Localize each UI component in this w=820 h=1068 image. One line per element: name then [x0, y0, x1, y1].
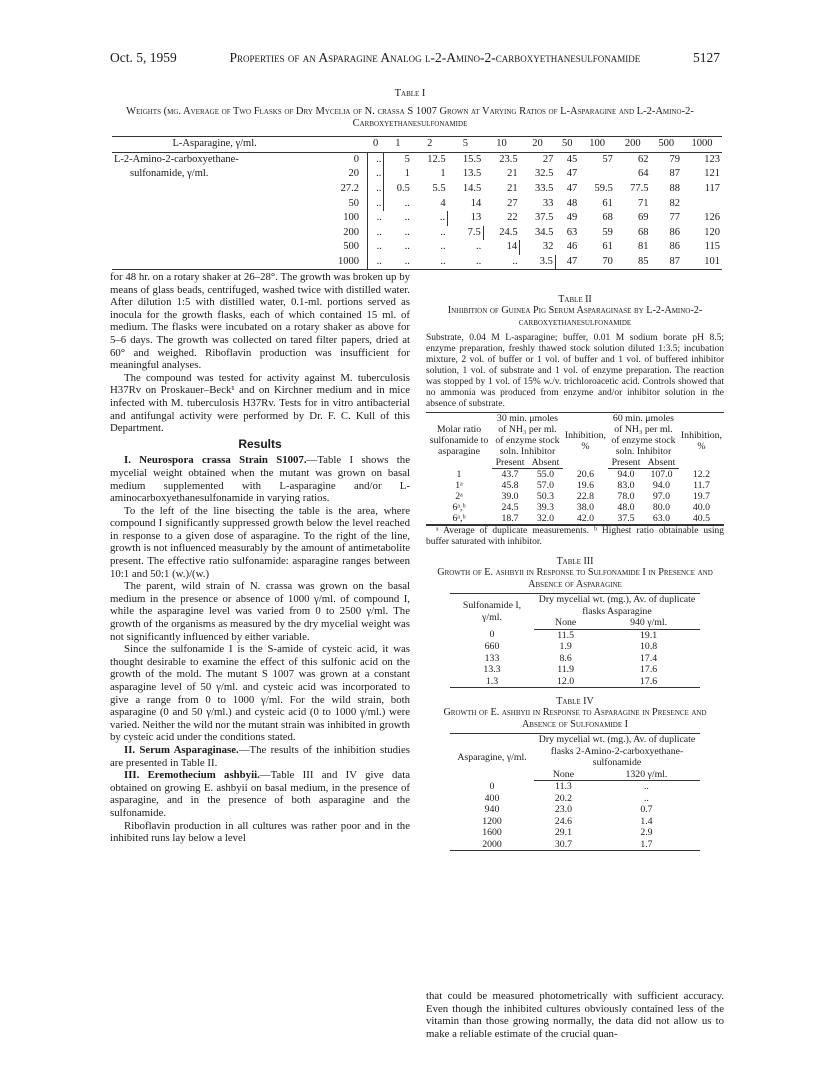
table1-cell: 48 — [566, 197, 578, 209]
header-title: Properties of an Asparagine Analog l-2-Amino-2-carboxyethanesulfonamide — [229, 50, 641, 65]
table1-sulfonamide-level: 500 — [343, 241, 359, 253]
table1-row-label — [112, 196, 317, 211]
table2-cell: 37.5 — [608, 513, 644, 525]
table1-cell: .. — [384, 255, 412, 270]
table2-cell: 39.0 — [501, 491, 519, 502]
table2-cell: 22.8 — [576, 491, 595, 502]
table2-row — [426, 469, 724, 481]
table3-row — [450, 629, 700, 641]
table1-cell: 57 — [602, 153, 613, 165]
table3-cell: 0 — [489, 629, 495, 641]
table2-cell: 12.2 — [692, 468, 711, 480]
table1-cell: 62 — [638, 153, 649, 165]
table1-cell: 69 — [638, 212, 649, 224]
table2-row — [426, 480, 724, 491]
table2-cell: 107.0 — [650, 469, 673, 480]
table4-cell: 2.9 — [640, 827, 653, 838]
table1-row-label — [112, 255, 317, 270]
table1-cell: 1 — [440, 168, 446, 180]
table3-cell: 19.1 — [640, 629, 658, 641]
table1-cell: 68 — [602, 212, 613, 224]
table1-cell: .. — [475, 241, 482, 253]
table2-description: Substrate, 0.04 M L-asparagine; buffer, 0.01 M sodium borate pH 8.5; enzyme preparation, freshly thawed stock solution diluted 1:3.5; incubation mixture, 2 vol. of buffer or 1 vol. of buffer and 1 vol. of buffered inhibitor solution, 1 vol. of substrate and 1 vol. of enzyme preparation. The reaction was stopped by 1 vol. of 15% w./v. trichloroacetic acid. Controls showed that no ammonia was produced from enzyme and/or inhibitor solution in the absence of substrate. — [426, 333, 724, 409]
table1 — [112, 136, 722, 270]
methods-paragraph: for 48 hr. on a rotary shaker at 26–28°. The growth was broken up by means of glass beads, centrifuged, washed twice with distilled water. After dilution 1:5 with distilled water, 0.1-ml. portions served as inocula for the growth flasks, each of which contained 15 ml. of medium. The flasks were incubated on a rotary shaker as above for 5–6 days. The growth was collected on tared filter papers, dried at 60° and weighed. Riboflavin production was insufficient for meaningful analyses. — [110, 271, 410, 372]
table1-col-header: 0 — [367, 137, 383, 153]
table1-cell: 21 — [507, 183, 518, 195]
table1-col-header: 20 — [520, 137, 556, 153]
table4-cell: 29.1 — [554, 827, 573, 838]
table1-sulfonamide-level: 200 — [343, 226, 359, 238]
header-page-number: 5127 — [692, 50, 720, 65]
table1-cell: 59.5 — [594, 183, 613, 195]
table2-cell: 24.5 — [501, 502, 519, 513]
table1-cell: .. — [412, 255, 448, 270]
table2 — [426, 412, 724, 525]
table4-cell: 11.3 — [555, 781, 572, 792]
table1-col-header: 500 — [651, 137, 682, 153]
table1-col-header: 50 — [555, 137, 579, 153]
table1-cell: .. — [483, 255, 519, 270]
table3-cell: 13.3 — [483, 664, 501, 675]
table1-cell: 82 — [669, 197, 681, 209]
table1-row-label — [112, 226, 317, 241]
table1-cell: .. — [367, 167, 383, 182]
table4-row — [450, 804, 700, 816]
section2-paragraph — [110, 744, 410, 769]
table1-cell: 68 — [638, 226, 649, 238]
table1-cell: 70 — [579, 255, 615, 270]
table1-row — [112, 196, 722, 211]
table4-cell: 0 — [489, 780, 495, 792]
table3-row — [450, 641, 700, 653]
table2-absent-header: Absent — [528, 457, 563, 469]
table1-cell: 85 — [615, 255, 651, 270]
table1-cell: 14 — [506, 241, 518, 253]
table1-cell: 81 — [638, 241, 649, 253]
table3-cell: 1.9 — [559, 641, 572, 652]
table1-sulfonamide-level: 100 — [343, 212, 359, 224]
table1-row — [112, 255, 722, 270]
table4-cell: 400 — [484, 792, 500, 804]
table2-cell: 6ᵃ,ᵇ — [426, 513, 492, 525]
table4-caption: Growth of E. ashbyii in Response to Asparagine in Presence and Absence of Sulfonamide I — [443, 707, 707, 730]
table2-cell: 18.7 — [492, 513, 528, 525]
table1-cell: 61 — [602, 241, 613, 253]
results-heading: Results — [238, 436, 282, 451]
table2-cell: 32.0 — [528, 513, 563, 525]
table1-cell: 117 — [704, 183, 720, 195]
table1-col-header: 200 — [615, 137, 651, 153]
table1-cell: 7.5 — [467, 226, 481, 238]
table4-1320-header: 1320 γ/ml. — [593, 769, 700, 781]
table1-row-label — [112, 182, 317, 197]
table1-cell: 47 — [566, 168, 578, 180]
table1-cell: 79 — [669, 153, 681, 165]
table1-cell: 86 — [669, 241, 681, 253]
table1-cell: 22 — [507, 212, 518, 224]
table1-row-label — [112, 240, 317, 255]
table1-cell — [682, 196, 722, 211]
table1-cell: .. — [367, 182, 383, 197]
table4-cell: .. — [643, 792, 649, 804]
table1-cell: 49 — [566, 212, 578, 224]
table1-cell: .. — [367, 226, 383, 241]
table2-present-header: Present — [608, 457, 644, 469]
table2-absent-header: Absent — [644, 457, 679, 469]
table1-cell: 27 — [542, 153, 554, 165]
table1-col-header: 5 — [448, 137, 484, 153]
table1-row — [112, 152, 722, 167]
right-column — [426, 294, 724, 851]
table2-footnote: ᵃ Average of duplicate measurements. ᵇ Highest ratio obtainable using buffer saturated with inhibitor. — [426, 526, 724, 547]
table4-asparagine-header: Asparagine, γ/ml. — [450, 734, 534, 781]
table2-present-header: Present — [492, 457, 528, 469]
testing-paragraph: The compound was tested for activity against M. tuberculosis H37Rv on Proskauer–Beck¹ and on Kirchner medium and in mice infected with M. tuberculosis H37Rv. Tests for in vitro antibacterial and antifungal activity were performed by Dr. F. C. Kull of this Department. — [110, 371, 410, 435]
table2-cell: 55.0 — [536, 469, 555, 480]
cysteic-acid-paragraph: Since the sulfonamide I is the S-amide of cysteic acid, it was thought desirable to examine the effect of this sulfonic acid on the growth of the mold. The mutant S 1007 was grown at a constant asparagine level of 50 γ/ml. and cysteic acid was incorporated to give a range from 0 to 1000 γ/ml. For the wild strain, both asparagine (0 and 50 γ/ml.) and cysteic acid (0 to 1000 γ/ml.) were varied. Neither the wild nor the mutant strain was inhibited in growth by cysteic acid under the conditions stated. — [110, 643, 410, 744]
table1-sulfonamide-level: 0 — [353, 153, 359, 165]
table1-cell: 12.5 — [427, 153, 446, 165]
table1-cell: 1 — [384, 167, 412, 182]
table4-title: Table IV — [556, 696, 594, 707]
section1-title: I. Neurospora crassa Strain S1007. — [124, 454, 307, 467]
table2-inhibition-header: Inhibition, % — [563, 413, 608, 469]
table2-30min-header: 30 min. μmoles of NH₃ per ml. of enzyme stock soln. Inhibitor — [492, 413, 563, 458]
table2-cell: 19.7 — [692, 491, 711, 502]
table4-row — [450, 793, 700, 805]
table1-cell: 32 — [520, 240, 556, 255]
table1-sulfonamide-level: 50 — [348, 197, 359, 209]
table2-cell: 6ᵃ,ᵇ — [452, 502, 466, 513]
table1-cell: 71 — [638, 197, 649, 209]
table3-cell: 1.3 — [450, 676, 534, 688]
table2-row — [426, 502, 724, 513]
riboflavin-paragraph: Riboflavin production in all cultures was rather poor and in the inhibited runs lay below a level — [110, 819, 410, 845]
table1-sulfonamide-level: 20 — [348, 168, 359, 180]
table3 — [450, 593, 700, 688]
section2-text: —The results of the inhibition studies are presented in Table II. — [110, 743, 410, 769]
table4 — [450, 733, 700, 851]
table4-cell: 1.7 — [593, 839, 700, 851]
table4-cell: .. — [643, 781, 649, 792]
table1-cell: 63 — [566, 226, 578, 238]
table2-cell: 94.0 — [652, 480, 671, 491]
table1-row — [112, 226, 722, 241]
table2-cell: 40.0 — [692, 502, 711, 513]
table1-cell: 87 — [651, 255, 682, 270]
table1-cell: 45 — [566, 153, 578, 165]
table1-col-header: 1 — [384, 137, 412, 153]
table1-cell: 88 — [669, 183, 681, 195]
table2-cell: 39.3 — [536, 502, 555, 513]
table1-cell: 5.5 — [432, 183, 446, 195]
table1-cell: 47 — [566, 183, 578, 195]
table1-cell: 5 — [384, 152, 412, 167]
table1-cell: .. — [404, 212, 410, 224]
table1-cell: 120 — [704, 226, 720, 238]
table3-cell: 660 — [484, 641, 500, 652]
table1-cell: 3.5 — [520, 255, 556, 270]
header-date: Oct. 5, 1959 — [110, 50, 177, 65]
table1-cell: 33 — [542, 197, 554, 209]
table1-cell: .. — [367, 152, 383, 167]
table3-940-header: 940 γ/ml. — [597, 617, 700, 629]
table2-row — [426, 513, 724, 525]
table2-cell: 20.6 — [576, 468, 595, 480]
table4-row — [450, 827, 700, 839]
table3-cell: 11.5 — [557, 629, 574, 641]
table1-cell: 86 — [669, 226, 681, 238]
table1-asparagine-label: L-Asparagine, γ/ml. — [112, 137, 317, 153]
table1-col-header: 2 — [412, 137, 448, 153]
table4-cell: 0.7 — [640, 804, 653, 815]
table2-title: Table II — [558, 294, 592, 305]
table1-col-header: 10 — [483, 137, 519, 153]
table4-cell: 1.4 — [640, 815, 653, 827]
table3-cell: 17.4 — [640, 652, 658, 664]
table1-cell: 77 — [669, 212, 681, 224]
table1-cell: 46 — [566, 241, 578, 253]
table1-sulfonamide-level: 1000 — [317, 255, 367, 270]
table1-cell: .. — [384, 196, 412, 211]
table1-col-header: 1000 — [682, 137, 722, 153]
table1-cell: 77.5 — [630, 183, 649, 195]
table1-sulfonamide-level: 27.2 — [340, 183, 359, 195]
table1-cell: 61 — [602, 197, 613, 209]
table1-row — [112, 240, 722, 255]
table1-cell: .. — [404, 241, 410, 253]
table1-row — [112, 167, 722, 182]
table2-cell: 38.0 — [576, 502, 595, 513]
table1-cell: 34.5 — [534, 226, 554, 238]
table1-cell: 0.5 — [384, 182, 412, 197]
section3-paragraph — [110, 769, 410, 819]
table2-row — [426, 491, 724, 502]
table1-cell: .. — [439, 212, 446, 224]
table1-cell: 59 — [602, 226, 613, 238]
table1-cell: 37.5 — [534, 212, 554, 224]
section3-text: —Table III and IV give data obtained on growing E. ashbyii on basal medium, in the presence of asparagine, and in the presence of both asparagine and the sulfonamide. — [110, 769, 410, 819]
table1-row — [112, 211, 722, 226]
table1-cell: .. — [367, 196, 383, 211]
table1-cell: 15.5 — [462, 153, 482, 165]
table2-cell: 11.7 — [693, 480, 710, 491]
table2-cell: 42.0 — [563, 513, 608, 525]
table3-cell: 10.8 — [640, 641, 658, 652]
table2-cell: 83.0 — [617, 480, 635, 491]
table3-caption: Growth of E. ashbyii in Response to Sulfonamide I in Presence and Absence of Asparagine — [437, 567, 713, 590]
table1-cell: 121 — [704, 168, 720, 180]
table1-cell: 13.5 — [462, 168, 482, 180]
table4-cell: 30.7 — [534, 839, 593, 851]
table1-cell: .. — [367, 255, 383, 270]
table1-cell: .. — [404, 226, 410, 238]
table1-cell: 21 — [507, 168, 518, 180]
table4-cell: 1200 — [482, 815, 502, 827]
table1-title: Table I — [394, 88, 426, 99]
table2-cell: 78.0 — [617, 491, 635, 502]
table1-cell: .. — [440, 226, 446, 238]
section3-title: III. Eremothecium ashbyii. — [124, 769, 260, 782]
table1-cell: 23.5 — [499, 153, 518, 165]
table2-cell: 45.8 — [501, 480, 519, 491]
table3-cell: 133 — [484, 652, 500, 664]
table4-row — [450, 839, 700, 851]
table1-row — [112, 182, 722, 197]
table3-cell: 8.6 — [559, 652, 572, 664]
table2-cell: 97.0 — [652, 491, 671, 502]
table3-cell: 17.6 — [640, 664, 658, 675]
table2-ratio-header: Molar ratio sulfonamide to asparagine — [426, 413, 492, 469]
table1-cell: 13 — [448, 211, 484, 226]
table3-cell: 11.9 — [557, 664, 574, 675]
table4-group-header: Dry mycelial wt. (mg.), Av. of duplicate flasks 2-Amino-2-carboxyethane-sulfonamide — [534, 734, 700, 769]
table4-cell: 1600 — [482, 827, 502, 838]
table2-cell: 48.0 — [617, 502, 635, 513]
table1-cell: 101 — [682, 255, 722, 270]
table1-cell: 32.5 — [534, 168, 554, 180]
table3-title: Table III — [556, 556, 594, 567]
table4-cell: 940 — [484, 804, 500, 815]
table2-cell: 80.0 — [652, 502, 671, 513]
table1-header-row — [112, 137, 722, 153]
table1-cell: 14 — [470, 197, 482, 209]
section1-paragraph — [110, 454, 410, 504]
table1-cell: 27 — [507, 197, 518, 209]
line-paragraph: To the left of the line bisecting the table is the area, where compound I significantly suppressed growth below the level reached in response to a given dose of asparagine. To the right of the line, growth is not influenced measurably by the amount of antimetabolite present. The effective ratio sulfonamide: asparagine ranges between 10:1 and 50:1 (w.)/(w.) — [110, 504, 410, 580]
running-header — [110, 50, 720, 66]
table4-row — [450, 816, 700, 828]
table2-cell: 50.3 — [536, 491, 555, 502]
table3-row — [450, 664, 700, 676]
table1-col-header: 100 — [579, 137, 615, 153]
table4-none-header: None — [534, 769, 593, 781]
table2-cell: 57.0 — [536, 480, 555, 491]
table2-cell: 40.5 — [679, 513, 724, 525]
table2-cell: 94.0 — [617, 469, 635, 480]
table1-row-label: L-2-Amino-2-carboxyethane- — [114, 153, 239, 165]
table1-row-label: sulfonamide, γ/ml. — [130, 168, 209, 180]
table3-row — [450, 653, 700, 665]
table4-cell: 20.2 — [554, 792, 573, 804]
table2-60min-header: 60 min. μmoles of NH₃ per ml. of enzyme stock soln. Inhibitor — [608, 413, 679, 458]
table3-row — [450, 676, 700, 688]
table3-cell: 12.0 — [534, 676, 597, 688]
table1-cell: 4 — [440, 197, 446, 209]
table1-cell: 14.5 — [462, 183, 482, 195]
table1-cell: 33.5 — [534, 183, 554, 195]
table3-sulfonamide-header: Sulfonamide I, γ/ml. — [450, 594, 534, 630]
table2-cell: 1 — [456, 468, 462, 480]
section2-title: II. Serum Asparaginase. — [124, 743, 239, 756]
table3-cell: 17.6 — [597, 676, 700, 688]
table1-cell: .. — [367, 240, 383, 255]
table4-cell: 24.6 — [554, 815, 573, 827]
table1-row-label — [112, 211, 317, 226]
table1-caption: Weights (mg. Average of Two Flasks of Dry Mycelia of N. crassa S 1007 Grown at Varying Ratios of L-Asparagine and L-2-Amino-2-Carboxyethanesulfonamide — [126, 106, 694, 129]
table1-cell: 24.5 — [483, 226, 519, 241]
table1-cell — [579, 167, 615, 182]
table2-cell: 43.7 — [501, 469, 519, 480]
table1-cell: 47 — [555, 255, 579, 270]
table2-cell: 19.6 — [576, 480, 595, 491]
table1-cell: 64 — [638, 168, 649, 180]
table1-cell: 115 — [704, 241, 720, 253]
table4-cell: 23.0 — [554, 804, 573, 815]
table4-cell: 2000 — [450, 839, 534, 851]
table2-cell: 63.0 — [644, 513, 679, 525]
table3-group-header: Dry mycelial wt. (mg.), Av. of duplicate flasks Asparagine — [534, 594, 700, 618]
table2-cell: 2ᵃ — [455, 491, 463, 502]
table2-cell: 1ᵃ — [455, 480, 463, 491]
table1-cell: .. — [448, 255, 484, 270]
table1-cell: 126 — [704, 212, 720, 224]
section1-text: —Table I shows the mycelial weight obtained when the mutant was grown on basal medium supplemented with L-asparagine and/or L-aminocarboxyethanesulfonamide in varying ratios. — [110, 454, 410, 505]
left-column — [110, 271, 410, 845]
table1-cell: .. — [440, 241, 446, 253]
table4-row — [450, 781, 700, 793]
table3-none-header: None — [534, 617, 597, 629]
table2-caption: Inhibition of Guinea Pig Serum Asparaginase by L-2-Amino-2-carboxyethanesulfonamide — [447, 305, 703, 328]
wild-strain-paragraph: The parent, wild strain of N. crassa was grown on the basal medium in the presence or absence of 1000 γ/ml. of compound I, while the asparagine level was varied from 0 to 2500 γ/ml. The growth of the organisms as measured by the dry mycelial weight was not significantly influenced by either variable. — [110, 580, 410, 643]
table1-cell: .. — [367, 211, 383, 226]
table1-cell: 87 — [669, 168, 681, 180]
table2-inhibition-header: Inhibition, % — [679, 413, 724, 469]
right-column-bottom-paragraph: that could be measured photometrically with sufficient accuracy. Even though the inhibited cultures obviously contained less of the vitamin than those growing normally, the data did not allow us to make a reliable estimate of the crucial quan- — [426, 990, 724, 1040]
table1-cell: 123 — [704, 153, 720, 165]
